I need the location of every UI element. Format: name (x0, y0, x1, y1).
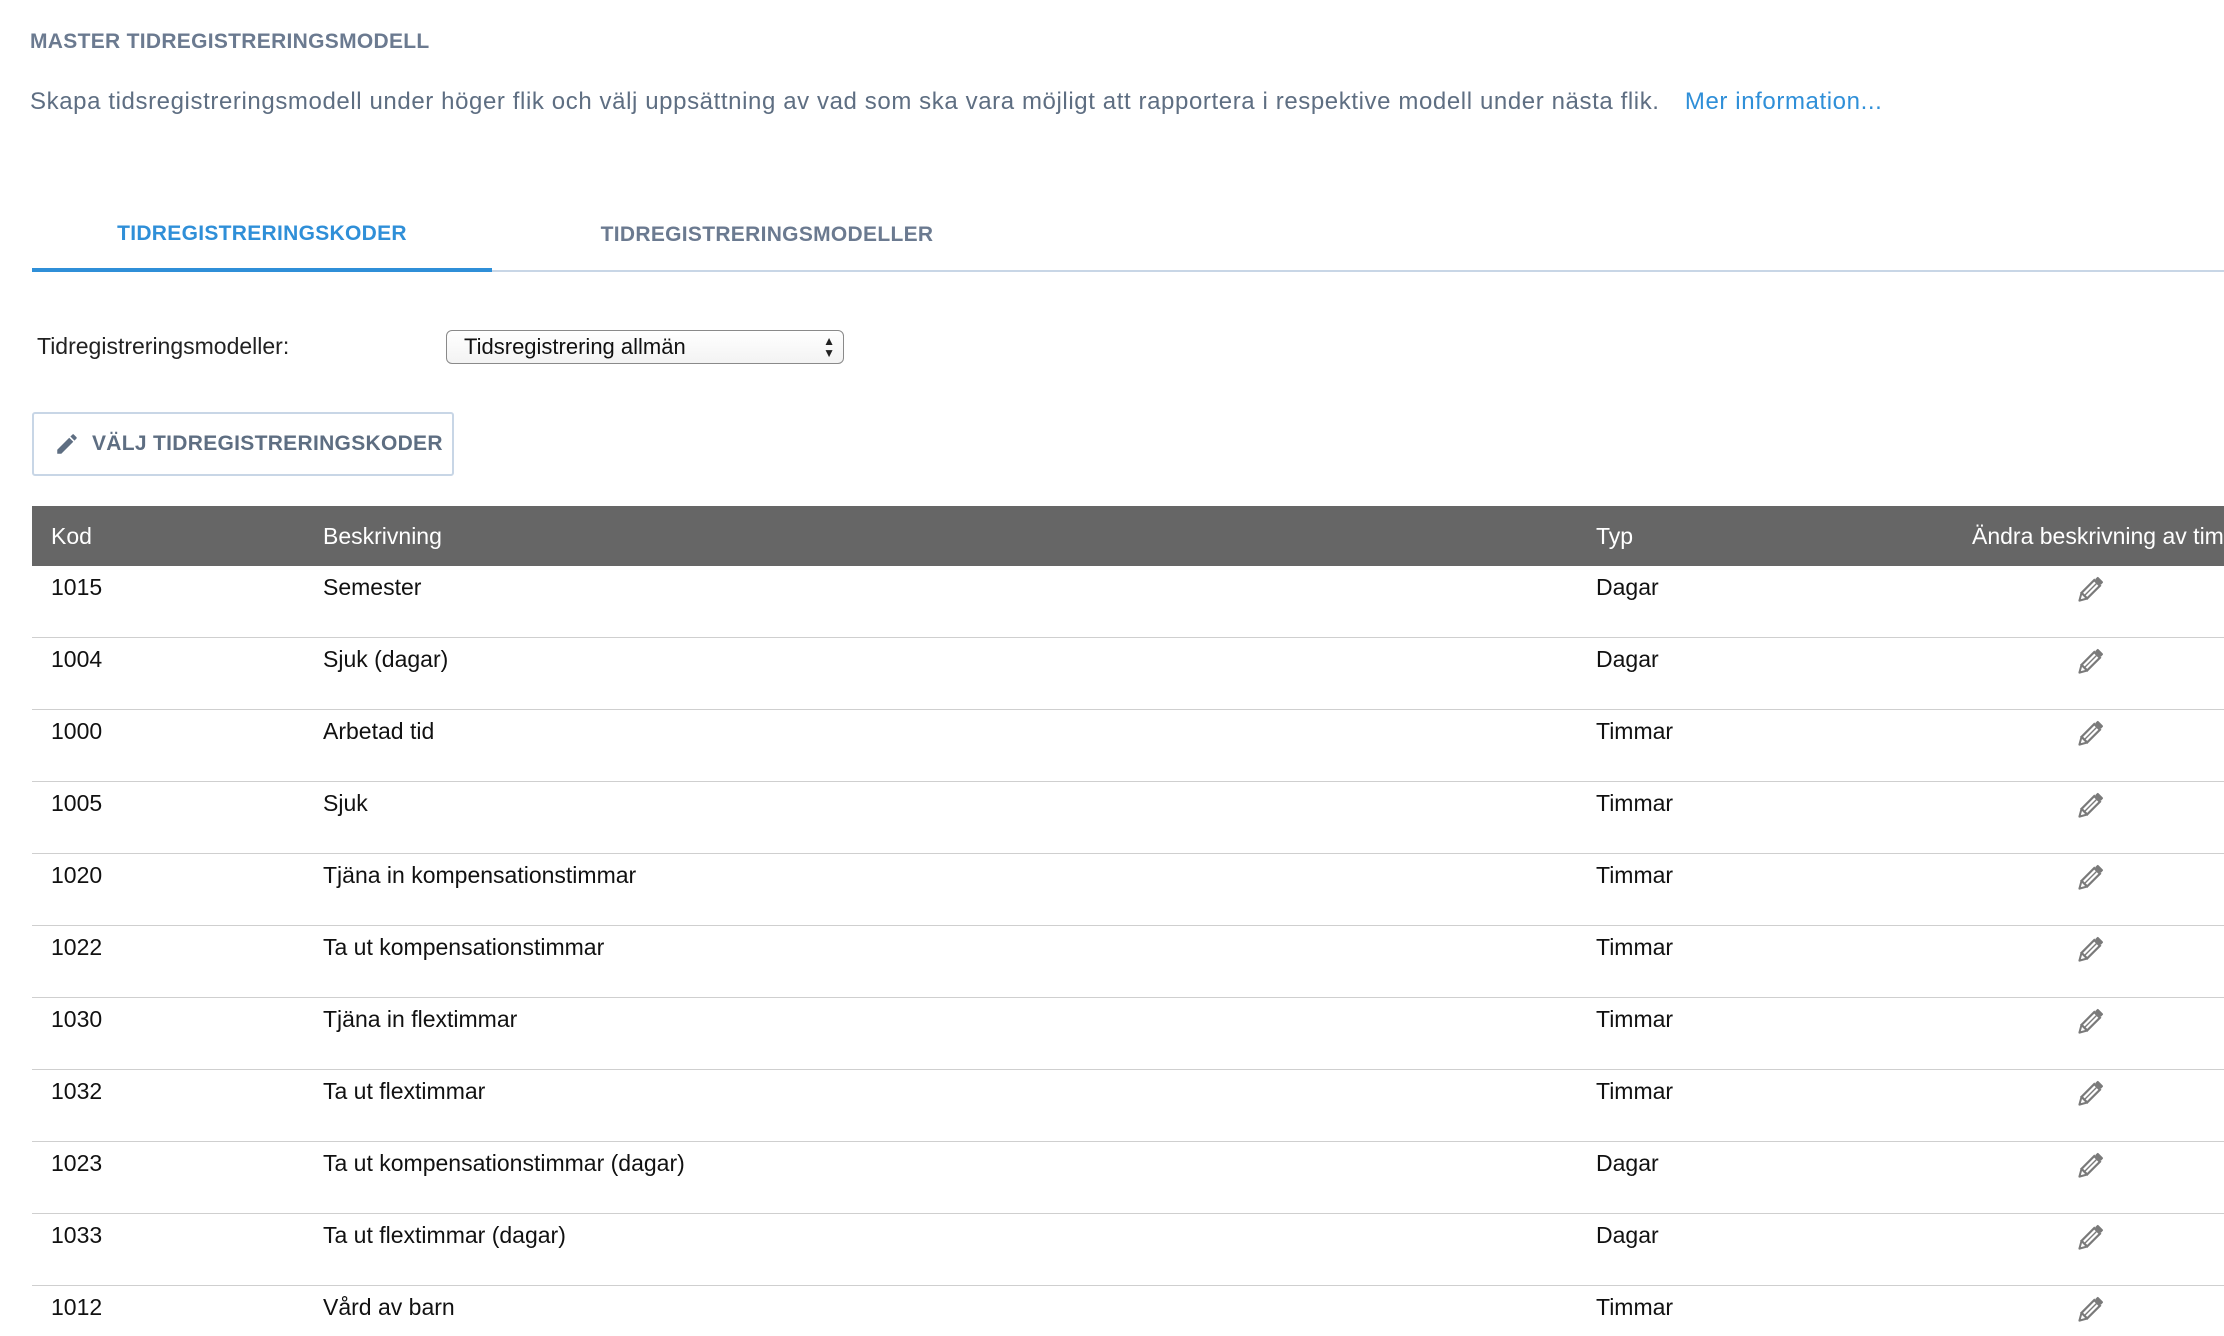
pencil-icon[interactable] (2072, 716, 2108, 752)
pencil-icon[interactable] (2072, 644, 2108, 680)
table-row (32, 1070, 2224, 1142)
time-codes-table (32, 506, 2224, 1336)
cell-type: Timmar (1596, 1294, 1674, 1320)
pencil-icon[interactable] (2072, 932, 2108, 968)
tab-time-codes[interactable]: TIDREGISTRERINGSKODER (32, 200, 492, 272)
cell-description: Ta ut flextimmar (dagar) (323, 1222, 566, 1248)
pencil-icon[interactable] (2072, 1004, 2108, 1040)
pencil-icon (54, 431, 80, 457)
cell-description: Ta ut kompensationstimmar (dagar) (323, 1150, 685, 1176)
cell-description: Ta ut flextimmar (323, 1078, 486, 1104)
table-row (32, 854, 2224, 926)
table-header (32, 506, 2224, 566)
table-row (32, 1286, 2224, 1336)
cell-code: 1030 (51, 1006, 103, 1032)
table-row (32, 566, 2224, 638)
cell-description: Sjuk (323, 790, 368, 816)
pencil-icon[interactable] (2072, 1076, 2108, 1112)
column-header-code[interactable]: Kod (51, 522, 92, 549)
cell-code: 1000 (51, 718, 103, 744)
cell-code: 1005 (51, 790, 103, 816)
more-info-link[interactable]: Mer information... (1684, 88, 1883, 115)
table-row (32, 926, 2224, 998)
column-header-edit: Ändra beskrivning av tim (1972, 522, 2224, 549)
cell-description: Arbetad tid (323, 718, 435, 744)
column-header-type[interactable]: Typ (1596, 522, 1634, 549)
cell-description: Vård av barn (323, 1294, 455, 1320)
model-select-label: Tidregistreringsmodeller: (37, 333, 290, 359)
pencil-icon[interactable] (2072, 1292, 2108, 1328)
model-select[interactable] (446, 330, 844, 364)
cell-type: Dagar (1596, 574, 1659, 600)
cell-type: Dagar (1596, 1222, 1659, 1248)
intro-text-block (30, 88, 1882, 116)
cell-description: Tjäna in flextimmar (323, 1006, 518, 1032)
pencil-icon[interactable] (2072, 860, 2108, 896)
cell-code: 1012 (51, 1294, 103, 1320)
tab-time-models[interactable]: TIDREGISTRERINGSMODELLER (600, 223, 934, 246)
cell-code: 1004 (51, 646, 103, 672)
choose-time-codes-button[interactable] (32, 412, 454, 476)
pencil-icon[interactable] (2072, 1148, 2108, 1184)
cell-type: Timmar (1596, 790, 1674, 816)
choose-time-codes-label: VÄLJ TIDREGISTRERINGSKODER (92, 432, 443, 455)
pencil-icon[interactable] (2072, 572, 2108, 608)
cell-description: Semester (323, 574, 422, 600)
pencil-icon[interactable] (2072, 788, 2108, 824)
cell-description: Ta ut kompensationstimmar (323, 934, 605, 960)
cell-code: 1033 (51, 1222, 103, 1248)
cell-code: 1015 (51, 574, 103, 600)
intro-text: Skapa tidsregistreringsmodell under höger flik och välj uppsättning av vad som ska vara möjligt att rapportera i respektive modell under nästa flik. (30, 88, 1660, 115)
cell-description: Sjuk (dagar) (323, 646, 449, 672)
pencil-icon[interactable] (2072, 1220, 2108, 1256)
page-title: MASTER TIDREGISTRERINGSMODELL (30, 30, 430, 53)
select-arrows-icon: ▲ ▼ (823, 334, 835, 360)
cell-type: Timmar (1596, 718, 1674, 744)
table-row (32, 710, 2224, 782)
cell-description: Tjäna in kompensationstimmar (323, 862, 637, 888)
cell-code: 1022 (51, 934, 103, 960)
cell-code: 1023 (51, 1150, 103, 1176)
cell-code: 1020 (51, 862, 103, 888)
model-select-value: Tidsregistrering allmän (464, 334, 686, 359)
table-row (32, 782, 2224, 854)
table-row (32, 998, 2224, 1070)
cell-type: Timmar (1596, 862, 1674, 888)
cell-type: Timmar (1596, 1078, 1674, 1104)
tab-bar (32, 200, 2224, 272)
cell-type: Timmar (1596, 934, 1674, 960)
cell-type: Timmar (1596, 1006, 1674, 1032)
cell-type: Dagar (1596, 646, 1659, 672)
table-body (32, 566, 2224, 1336)
column-header-description[interactable]: Beskrivning (323, 522, 442, 549)
table-row (32, 1142, 2224, 1214)
table-row (32, 1214, 2224, 1286)
table-row (32, 638, 2224, 710)
cell-type: Dagar (1596, 1150, 1659, 1176)
cell-code: 1032 (51, 1078, 103, 1104)
